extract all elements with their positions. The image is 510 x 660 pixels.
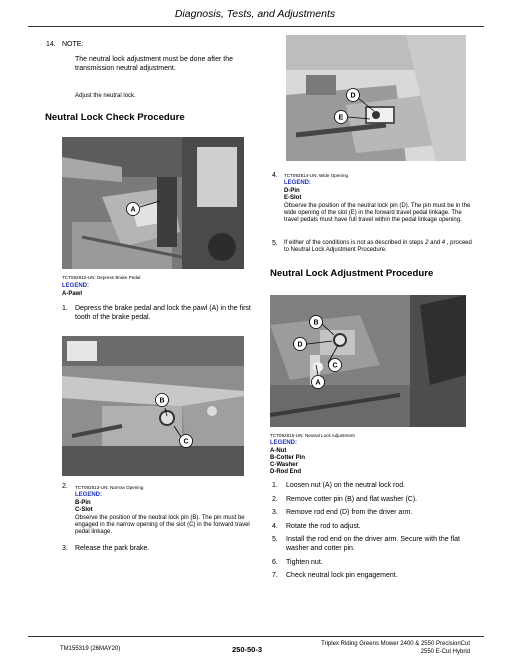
adj-step-2-text: Remove cotter pin (B) and flat washer (C).	[286, 495, 418, 503]
callout-c-slot: C	[183, 438, 189, 446]
note-text: The neutral lock adjustment must be done after the transmission neutral adjustment.	[75, 56, 233, 72]
step-1-text: Depress the brake pedal and lock the pawl (A) in the first tooth of the brake pedal.	[75, 305, 251, 321]
fig3-callouts	[62, 336, 244, 476]
callout-b-cotter-pin: B	[313, 319, 319, 327]
adj-step-6	[272, 559, 470, 568]
fig1-callouts	[62, 137, 244, 269]
adj-step-2-number: 2.	[272, 495, 278, 503]
page-header-title: Diagnosis, Tests, and Adjustments	[174, 8, 336, 20]
fig2-legend-title: LEGEND:	[284, 180, 311, 186]
callout-b-pin: B	[159, 397, 165, 405]
fig4-legend-title: LEGEND:	[270, 440, 297, 446]
adj-step-4-text: Rotate the rod to adjust.	[286, 522, 361, 530]
step-5-text-c: , proceed to Neutral Lock Adjustment Procedure.	[284, 240, 472, 254]
fig4-caption: TCT092815-UN: Neutral Lock Adjustment	[270, 433, 355, 438]
step-14-number: 14.	[46, 41, 56, 48]
fig2-callouts	[286, 35, 466, 161]
step-5-number: 5.	[272, 240, 278, 247]
adj-step-7-number: 7.	[272, 572, 278, 580]
fig3-legend-pin: B-Pin	[75, 500, 91, 506]
callout-a-pawl: A	[130, 206, 136, 214]
step-4-number: 4.	[272, 172, 278, 179]
step-2-number: 2.	[62, 483, 68, 490]
note-label: NOTE:	[62, 41, 84, 48]
fig2-legend-slot: E-Slot	[284, 195, 302, 201]
fig1-caption: TCT092812-UN: Depress Brake Pedal	[62, 275, 141, 280]
adj-step-5-number: 5.	[272, 536, 278, 544]
adjust-text: Adjust the neutral lock.	[75, 93, 136, 99]
check-procedure-heading: Neutral Lock Check Procedure	[45, 112, 185, 123]
footer-title-line-2: 2550 E-Cut Hybrid	[420, 649, 470, 655]
adj-step-3-number: 3.	[272, 509, 278, 517]
fig1-legend-title: LEGEND:	[62, 283, 89, 289]
fig3-legend-title: LEGEND:	[75, 492, 102, 498]
adj-step-7	[272, 572, 470, 581]
adj-step-6-text: Tighten nut.	[286, 558, 323, 566]
fig4-callouts	[270, 295, 466, 427]
step-5-ref-step-4: 4	[441, 240, 446, 246]
step-2-text: Observe the position of the neutral lock pin (B). The pin must be engaged in the narrow opening of the slot (C) in the forward travel pedal linkage.	[75, 515, 250, 536]
fig3-caption: TCT092813-UN: Narrow Opening	[75, 485, 144, 490]
step-5-text	[284, 240, 474, 254]
step-3-number: 3.	[62, 545, 68, 552]
step-5-text-b: and	[428, 240, 442, 246]
callout-a-nut: A	[315, 379, 321, 387]
adj-step-4	[272, 523, 470, 532]
fig4-legend-rod-end: D-Rod End	[270, 469, 301, 475]
footer-rule	[28, 636, 484, 637]
fig4-legend-washer: C-Washer	[270, 462, 298, 468]
fig1-legend-pawl: A-Pawl	[62, 291, 83, 297]
fig2-caption: TCT092814-UN: Wide Opening	[284, 173, 349, 178]
adj-step-2	[272, 496, 470, 505]
adj-step-4-number: 4.	[272, 522, 278, 530]
callout-c-washer: C	[332, 362, 338, 370]
adj-step-3-text: Remove rod end (D) from the driver arm.	[286, 509, 413, 517]
footer-doc-id: TM155319 (26MAY20)	[60, 646, 121, 652]
step-3-text: Release the park brake.	[75, 545, 150, 552]
callout-e-slot: E	[338, 114, 344, 122]
fig3-legend-slot: C-Slot	[75, 507, 93, 513]
adj-step-6-number: 6.	[272, 558, 278, 566]
adjustment-steps-list	[272, 482, 470, 584]
adjustment-procedure-heading: Neutral Lock Adjustment Procedure	[270, 268, 434, 279]
callout-d-rod-end: D	[297, 341, 303, 349]
step-5-ref-step-2: 2	[425, 240, 429, 246]
header-rule	[28, 26, 484, 27]
adj-step-1	[272, 482, 470, 491]
adj-step-3	[272, 509, 470, 518]
fig2-legend-pin: D-Pin	[284, 188, 300, 194]
step-1-number: 1.	[62, 305, 68, 312]
adj-step-5	[272, 536, 470, 553]
callout-d-pin: D	[350, 92, 356, 100]
step-4-text: Observe the position of the neutral lock pin (D). The pin must be in the wide opening of the slot (E) in the forward travel pedal linkage. The travel pedals must have full travel within the pedal linkage opening.	[284, 203, 471, 224]
adj-step-5-text: Install the rod end on the driver arm. Secure with the flat washer and cotter pin.	[286, 536, 460, 552]
adj-step-7-text: Check neutral lock pin engagement.	[286, 572, 398, 580]
adj-step-1-number: 1.	[272, 482, 278, 489]
adj-step-1-text: Loosen nut (A) on the neutral lock rod.	[286, 482, 406, 489]
fig4-legend-nut: A-Nut	[270, 448, 287, 454]
fig4-legend-cotter-pin: B-Cotter Pin	[270, 455, 305, 461]
footer-page-number: 250-50-3	[232, 645, 263, 654]
step-5-text-a: If either of the conditions is not as described in steps	[284, 240, 426, 246]
footer-title-line-1: Triplex Riding Greens Mower 2400 & 2550 PrecisionCut	[321, 641, 470, 647]
